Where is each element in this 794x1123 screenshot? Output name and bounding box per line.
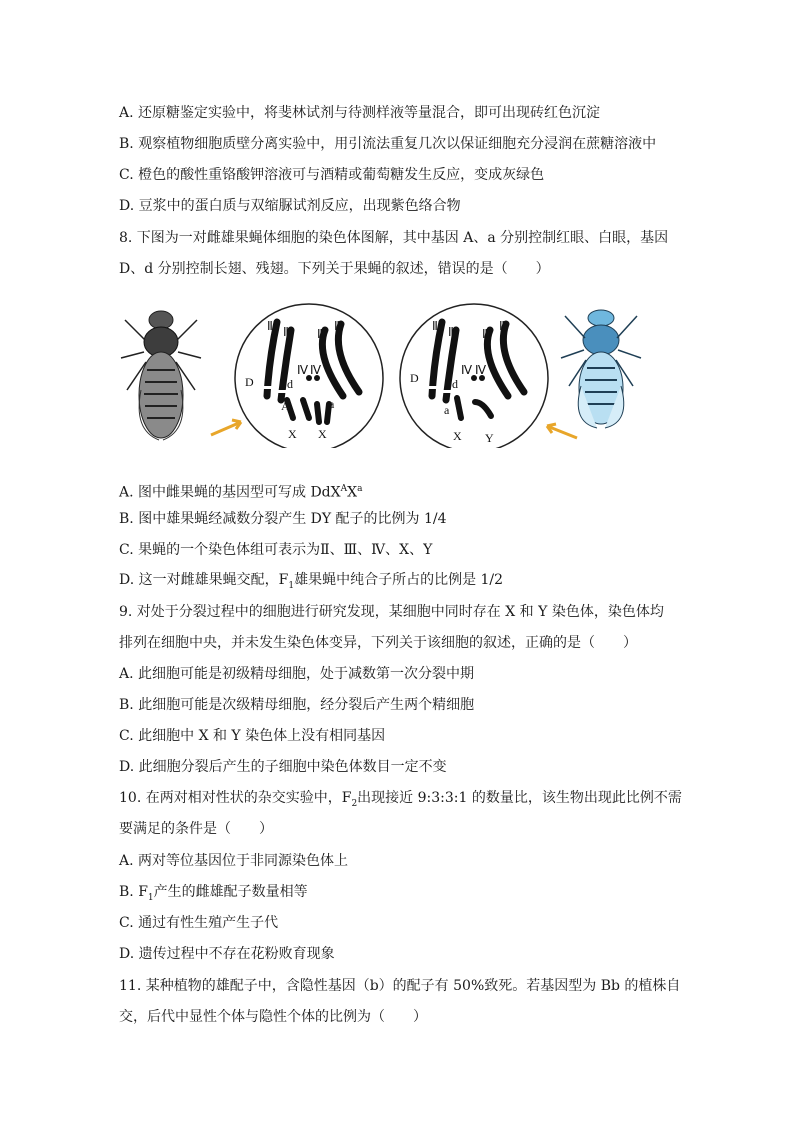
q8-option-a-sup2: a [357,484,363,494]
female-label-ii-2: Ⅱ [283,325,289,339]
male-label-iv-2: Ⅳ [475,363,487,377]
q9-stem-line2: 排列在细胞中央，并未发生染色体变异，下列关于该细胞的叙述，正确的是（ ） [119,635,637,651]
female-label-a-lower: a [329,397,335,411]
female-label-a-upper: A [281,399,290,413]
chromosome-diagram [119,300,679,448]
male-label-x: X [453,429,462,443]
q8-option-d-text: D. 这一对雌雄果蝇交配，F [119,572,289,588]
q10-option-c: C. 通过有性生殖产生子代 [119,915,279,931]
q7-option-b: B. 观察植物细胞质壁分离实验中，用引流法重复几次以保证细胞充分浸润在蔗糖溶液中 [119,136,657,152]
q10-stem-sub: 2 [351,798,358,809]
male-label-iii-2: Ⅲ [499,319,508,333]
male-fly-illustration [561,310,641,428]
q7-option-a: A. 还原糖鉴定实验中，将斐林试剂与待测样液等量混合，即可出现砖红色沉淀 [119,105,601,121]
female-label-d-upper: D [245,375,254,389]
q8-option-b: B. 图中雄果蝇经减数分裂产生 DY 配子的比例为 1/4 [119,511,447,527]
female-label-ii-1: Ⅱ [267,319,273,333]
q8-option-d-rest: 雄果蝇中纯合子所占的比例是 1/2 [294,572,504,588]
q9-option-d: D. 此细胞分裂后产生的子细胞中染色体数目一定不变 [119,759,447,775]
q9-option-c: C. 此细胞中 X 和 Y 染色体上没有相同基因 [119,728,386,744]
q8-option-a-sup1: A [340,484,348,494]
q8-option-a-x: X [347,484,358,501]
q10-option-b-sub: 1 [147,892,154,903]
female-label-x-2: X [318,427,327,441]
q10-option-b [119,882,308,908]
female-cell [235,304,383,448]
female-label-iii-1: Ⅲ [317,327,326,341]
q9-option-a: A. 此细胞可能是初级精母细胞，处于减数第一次分裂中期 [119,666,475,682]
q8-option-a [119,479,362,503]
female-label-iii-2: Ⅲ [334,319,343,333]
q9-stem-line1: 9. 对处于分裂过程中的细胞进行研究发现，某细胞中同时存在 X 和 Y 染色体，染色体均 [119,604,664,620]
male-arrow-icon [547,424,577,438]
q10-stem-line2: 要满足的条件是（ ） [119,821,273,837]
male-label-iii-1: Ⅲ [482,327,491,341]
q8-option-d-sub: 1 [288,580,295,591]
male-label-d-upper: D [410,371,419,385]
q10-stem-rest: 出现接近 9:3:3:1 的数量比，该生物出现此比例不需 [357,790,682,806]
male-label-y: Y [485,431,494,445]
q10-option-b-rest: 产生的雌雄配子数量相等 [153,884,308,900]
q10-option-a: A. 两对等位基因位于非同源染色体上 [119,853,349,869]
female-label-iv-1: Ⅳ [297,363,309,377]
male-label-d-lower: d [452,377,458,391]
female-label-d-lower: d [287,377,293,391]
female-arrow-icon [211,420,241,435]
male-label-ii-1: Ⅱ [432,319,438,333]
male-label-iv-1: Ⅳ [461,363,473,377]
q7-option-c: C. 橙色的酸性重铬酸钾溶液可与酒精或葡萄糖发生反应，变成灰绿色 [119,167,545,183]
q8-option-d [119,570,503,596]
q10-stem-text: 10. 在两对相对性状的杂交实验中，F [119,790,352,806]
male-label-a: a [444,403,450,417]
q8-stem-line1: 8. 下图为一对雌雄果蝇体细胞的染色体图解，其中基因 A、a 分别控制红眼、白眼，基因 [119,230,669,246]
female-label-iv-2: Ⅳ [310,363,322,377]
q7-option-d: D. 豆浆中的蛋白质与双缩脲试剂反应，出现紫色络合物 [119,198,461,214]
q11-stem-line1: 11. 某种植物的雄配子中，含隐性基因（b）的配子有 50%致死。若基因型为 Bb 的植株自 [119,978,681,994]
female-label-x-1: X [288,427,297,441]
female-fly-illustration [121,311,201,440]
q8-option-a-text: A. 图中雌果蝇的基因型可写成 DdX [119,484,341,501]
q8-figure [119,300,679,448]
q10-stem-line1 [119,788,682,814]
male-label-ii-2: Ⅱ [448,325,454,339]
q8-stem-line2: D、d 分别控制长翅、残翅。下列关于果蝇的叙述，错误的是（ ） [119,261,550,277]
q10-option-b-text: B. F [119,884,148,900]
male-cell [400,304,548,448]
q11-stem-line2: 交，后代中显性个体与隐性个体的比例为（ ） [119,1009,427,1025]
q8-option-c: C. 果蝇的一个染色体组可表示为Ⅱ、Ⅲ、Ⅳ、X、Y [119,542,433,558]
q10-option-d: D. 遗传过程中不存在花粉败育现象 [119,946,335,962]
q9-option-b: B. 此细胞可能是次级精母细胞，经分裂后产生两个精细胞 [119,697,475,713]
